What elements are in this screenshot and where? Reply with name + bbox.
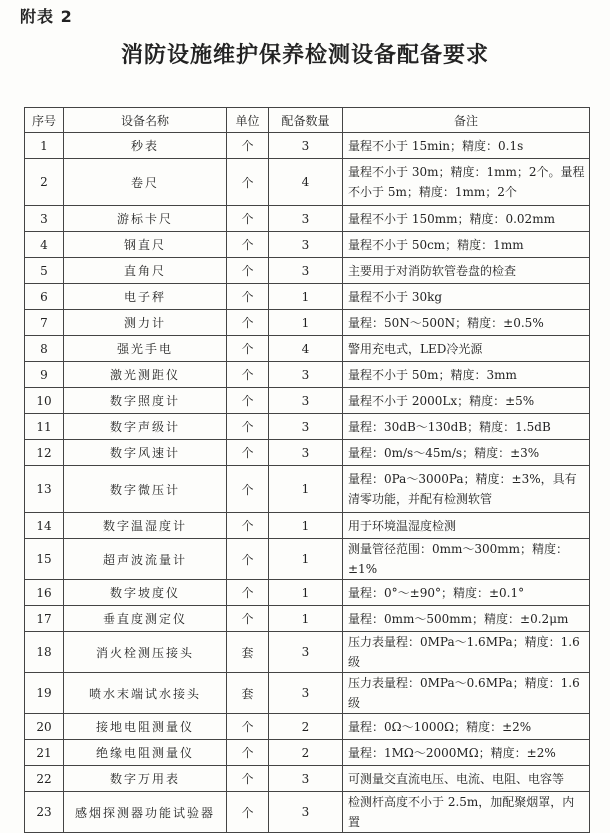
- cell-note: 主要用于对消防软管卷盘的检查: [343, 258, 590, 284]
- cell-note: 量程不小于 2000Lx；精度：±5%: [343, 388, 590, 414]
- cell-no: 16: [25, 580, 64, 606]
- header-no: 序号: [25, 108, 64, 133]
- table-row: [25, 580, 590, 606]
- cell-name: 消火栓测压接头: [64, 632, 227, 673]
- cell-note: 量程不小于 150mm；精度：0.02mm: [343, 206, 590, 232]
- cell-unit: 个: [227, 310, 269, 336]
- cell-no: 11: [25, 414, 64, 440]
- cell-name: 数字风速计: [64, 440, 227, 466]
- appendix-label: 附表 2: [20, 7, 73, 26]
- table-row: [25, 714, 590, 740]
- cell-qty: 3: [269, 206, 343, 232]
- table-row: [25, 388, 590, 414]
- cell-unit: 个: [227, 336, 269, 362]
- header-name: 设备名称: [64, 108, 227, 133]
- cell-no: 7: [25, 310, 64, 336]
- cell-unit: 个: [227, 466, 269, 513]
- table-row: [25, 232, 590, 258]
- cell-qty: 2: [269, 714, 343, 740]
- page-title: 消防设施维护保养检测设备配备要求: [120, 42, 489, 68]
- cell-name: 卷尺: [64, 159, 227, 206]
- cell-name: 数字温湿度计: [64, 513, 227, 539]
- cell-qty: 3: [269, 133, 343, 159]
- cell-note: 警用充电式，LED冷光源: [343, 336, 590, 362]
- cell-no: 22: [25, 766, 64, 792]
- table-row: [25, 792, 590, 833]
- cell-unit: 个: [227, 232, 269, 258]
- cell-qty: 3: [269, 766, 343, 792]
- cell-note: 量程：30dB～130dB；精度：1.5dB: [343, 414, 590, 440]
- cell-name: 钢直尺: [64, 232, 227, 258]
- cell-no: 5: [25, 258, 64, 284]
- cell-name: 数字微压计: [64, 466, 227, 513]
- table-row: [25, 336, 590, 362]
- cell-note: 量程：0°～±90°；精度：±0.1°: [343, 580, 590, 606]
- cell-qty: 3: [269, 792, 343, 833]
- cell-note: 用于环境温湿度检测: [343, 513, 590, 539]
- cell-no: 8: [25, 336, 64, 362]
- cell-note: 量程：0m/s～45m/s；精度：±3%: [343, 440, 590, 466]
- table-row: [25, 673, 590, 714]
- cell-note: 量程不小于 50cm；精度：1mm: [343, 232, 590, 258]
- cell-name: 超声波流量计: [64, 539, 227, 580]
- table-row: [25, 284, 590, 310]
- table-row: [25, 310, 590, 336]
- cell-qty: 3: [269, 258, 343, 284]
- table-row: [25, 632, 590, 673]
- cell-unit: 个: [227, 440, 269, 466]
- cell-note: 检测杆高度不小于 2.5m，加配聚烟罩，内置: [343, 792, 590, 833]
- header-unit: 单位: [227, 108, 269, 133]
- cell-qty: 1: [269, 310, 343, 336]
- table-row: [25, 414, 590, 440]
- cell-unit: 个: [227, 159, 269, 206]
- cell-no: 18: [25, 632, 64, 673]
- table-row: [25, 440, 590, 466]
- cell-qty: 1: [269, 513, 343, 539]
- cell-name: 直角尺: [64, 258, 227, 284]
- cell-note: 量程：0Ω～1000Ω；精度：±2%: [343, 714, 590, 740]
- cell-no: 12: [25, 440, 64, 466]
- cell-qty: 1: [269, 284, 343, 310]
- cell-unit: 个: [227, 740, 269, 766]
- cell-no: 13: [25, 466, 64, 513]
- table-row: [25, 606, 590, 632]
- cell-qty: 3: [269, 362, 343, 388]
- cell-name: 数字照度计: [64, 388, 227, 414]
- cell-no: 10: [25, 388, 64, 414]
- table-row: [25, 513, 590, 539]
- cell-qty: 1: [269, 539, 343, 580]
- cell-unit: 个: [227, 766, 269, 792]
- cell-note: 量程：0Pa～3000Pa；精度：±3%，具有清零功能，并配有检测软管: [343, 466, 590, 513]
- cell-unit: 个: [227, 606, 269, 632]
- cell-no: 14: [25, 513, 64, 539]
- cell-no: 4: [25, 232, 64, 258]
- cell-unit: 个: [227, 388, 269, 414]
- cell-note: 量程：1MΩ～2000MΩ；精度：±2%: [343, 740, 590, 766]
- cell-qty: 3: [269, 440, 343, 466]
- cell-no: 23: [25, 792, 64, 833]
- cell-name: 强光手电: [64, 336, 227, 362]
- header-note: 备注: [343, 108, 590, 133]
- cell-note: 可测量交直流电压、电流、电阻、电容等: [343, 766, 590, 792]
- cell-no: 2: [25, 159, 64, 206]
- cell-name: 数字声级计: [64, 414, 227, 440]
- equipment-table: [24, 107, 590, 833]
- cell-no: 15: [25, 539, 64, 580]
- cell-qty: 1: [269, 466, 343, 513]
- cell-qty: 3: [269, 232, 343, 258]
- cell-name: 数字万用表: [64, 766, 227, 792]
- cell-unit: 套: [227, 632, 269, 673]
- table-row: [25, 539, 590, 580]
- cell-name: 测力计: [64, 310, 227, 336]
- cell-unit: 个: [227, 414, 269, 440]
- header-qty: 配备数量: [269, 108, 343, 133]
- cell-unit: 个: [227, 284, 269, 310]
- cell-unit: 个: [227, 792, 269, 833]
- cell-no: 1: [25, 133, 64, 159]
- table-header-row: [25, 108, 590, 133]
- cell-note: 测量管径范围：0mm～300mm；精度：±1%: [343, 539, 590, 580]
- cell-no: 19: [25, 673, 64, 714]
- cell-note: 量程不小于 30kg: [343, 284, 590, 310]
- cell-qty: 3: [269, 388, 343, 414]
- cell-unit: 个: [227, 714, 269, 740]
- cell-unit: 个: [227, 580, 269, 606]
- cell-unit: 个: [227, 539, 269, 580]
- cell-qty: 1: [269, 606, 343, 632]
- cell-no: 21: [25, 740, 64, 766]
- cell-name: 接地电阻测量仪: [64, 714, 227, 740]
- cell-note: 量程不小于 15min；精度：0.1s: [343, 133, 590, 159]
- cell-name: 电子秤: [64, 284, 227, 310]
- table-body: [25, 133, 590, 833]
- cell-no: 20: [25, 714, 64, 740]
- cell-qty: 2: [269, 740, 343, 766]
- cell-no: 6: [25, 284, 64, 310]
- cell-unit: 个: [227, 133, 269, 159]
- cell-name: 垂直度测定仪: [64, 606, 227, 632]
- cell-qty: 3: [269, 414, 343, 440]
- cell-note: 压力表量程：0MPa～0.6MPa；精度：1.6级: [343, 673, 590, 714]
- cell-name: 激光测距仪: [64, 362, 227, 388]
- table-row: [25, 206, 590, 232]
- cell-qty: 1: [269, 580, 343, 606]
- cell-name: 感烟探测器功能试验器: [64, 792, 227, 833]
- cell-no: 9: [25, 362, 64, 388]
- table-row: [25, 133, 590, 159]
- cell-note: 量程：0mm～500mm；精度：±0.2μm: [343, 606, 590, 632]
- cell-qty: 3: [269, 673, 343, 714]
- cell-no: 17: [25, 606, 64, 632]
- cell-name: 数字坡度仪: [64, 580, 227, 606]
- cell-unit: 个: [227, 513, 269, 539]
- table-row: [25, 740, 590, 766]
- cell-qty: 4: [269, 159, 343, 206]
- cell-qty: 4: [269, 336, 343, 362]
- cell-name: 秒表: [64, 133, 227, 159]
- cell-name: 喷水末端试水接头: [64, 673, 227, 714]
- cell-no: 3: [25, 206, 64, 232]
- cell-note: 量程不小于 30m；精度：1mm；2个。量程不小于 5m；精度：1mm；2个: [343, 159, 590, 206]
- cell-note: 量程：50N～500N；精度：±0.5%: [343, 310, 590, 336]
- cell-name: 游标卡尺: [64, 206, 227, 232]
- cell-note: 压力表量程：0MPa～1.6MPa；精度：1.6级: [343, 632, 590, 673]
- cell-unit: 套: [227, 673, 269, 714]
- table-row: [25, 258, 590, 284]
- cell-unit: 个: [227, 362, 269, 388]
- cell-qty: 3: [269, 632, 343, 673]
- cell-unit: 个: [227, 258, 269, 284]
- cell-unit: 个: [227, 206, 269, 232]
- table-row: [25, 159, 590, 206]
- table-row: [25, 362, 590, 388]
- cell-name: 绝缘电阻测量仪: [64, 740, 227, 766]
- cell-note: 量程不小于 50m；精度：3mm: [343, 362, 590, 388]
- table-row: [25, 466, 590, 513]
- table-row: [25, 766, 590, 792]
